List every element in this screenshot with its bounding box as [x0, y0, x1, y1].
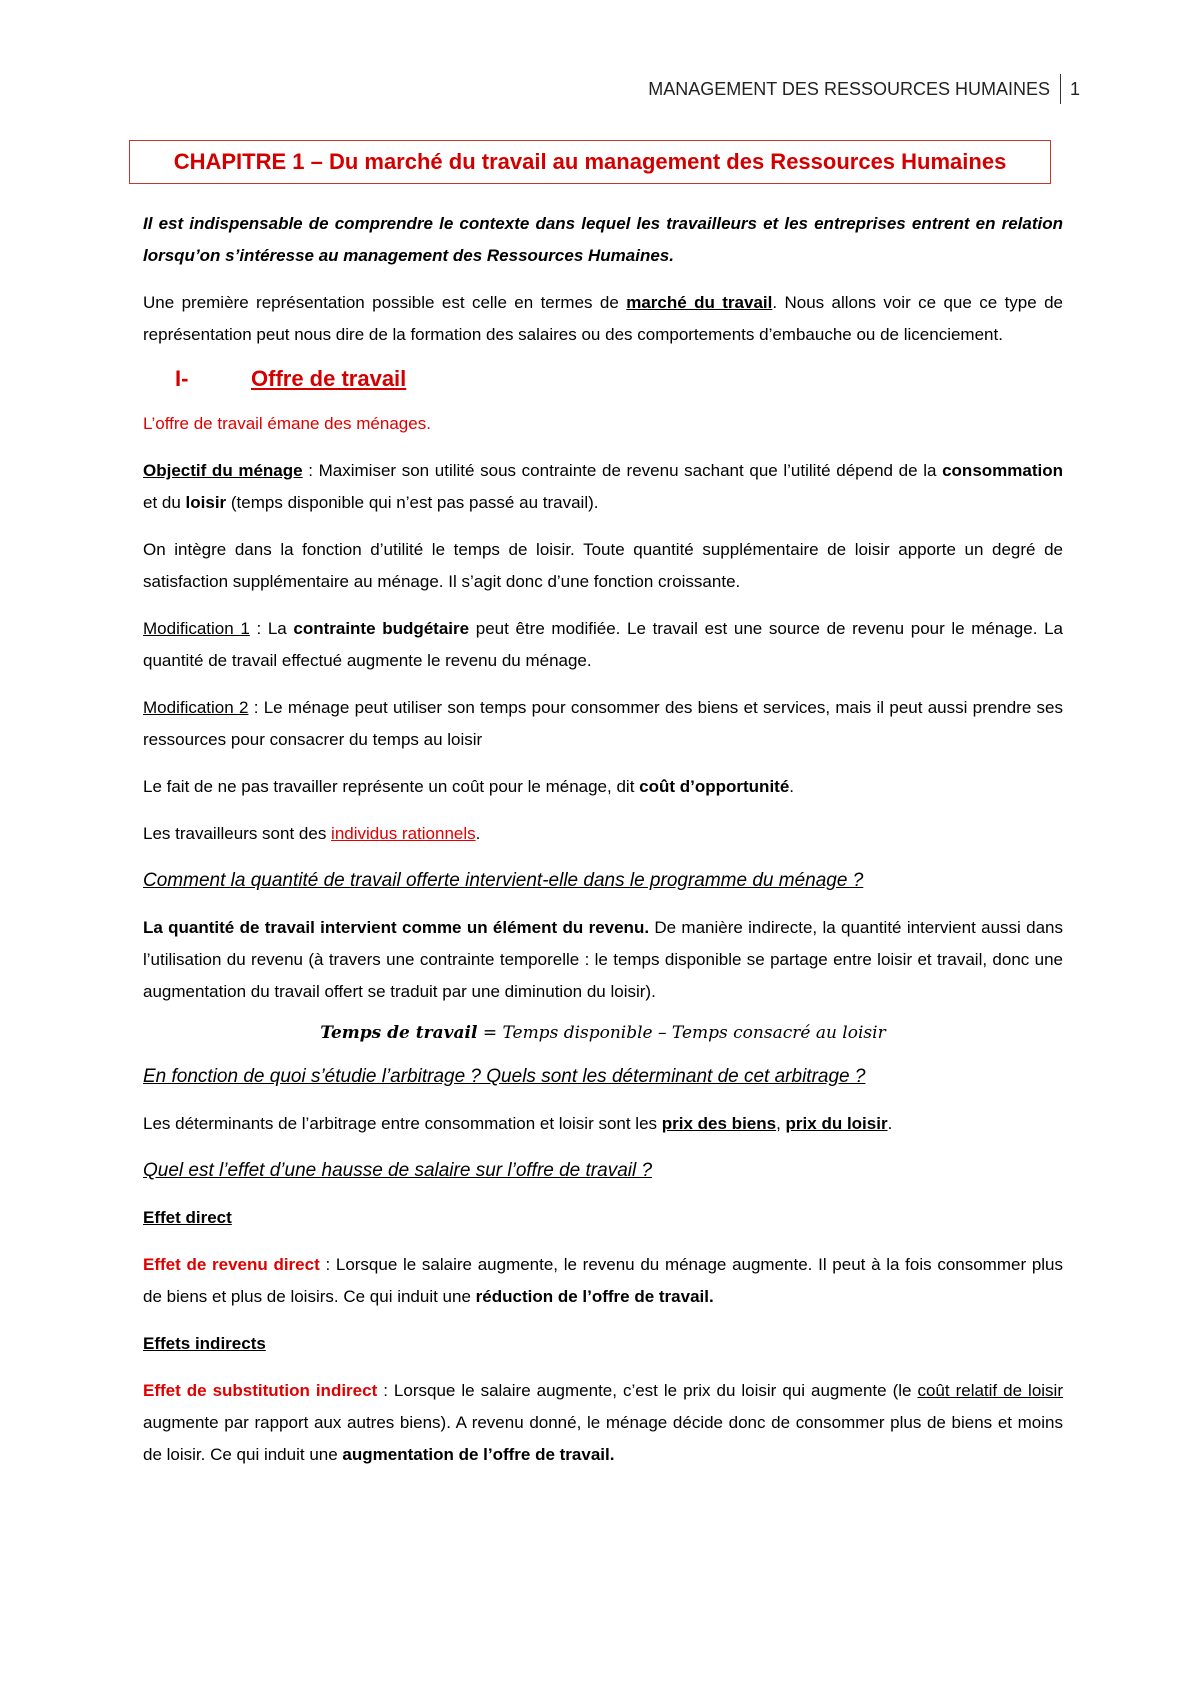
paragraph-cout	[143, 771, 1063, 803]
question-1: Comment la quantité de travail offerte intervient-elle dans le programme du ménage ?	[143, 870, 864, 891]
text: : Lorsque le salaire augmente, le revenu du ménage augmente. Il peut à la fois consommer plus de biens et plus de loisirs. Ce qui induit une	[143, 1255, 1063, 1306]
question-2: En fonction de quoi s’étudie l’arbitrage ? Quels sont les déterminant de cet arbitrage ?	[143, 1066, 866, 1087]
label-effet-substitution: Effet de substitution indirect	[143, 1381, 378, 1400]
label-effet-revenu: Effet de revenu direct	[143, 1255, 320, 1274]
section-title: Offre de travail	[251, 366, 407, 391]
label-modification-1: Modification 1	[143, 619, 250, 638]
header-separator	[1060, 74, 1061, 104]
section-number: I-	[175, 366, 189, 391]
text: .	[887, 1114, 893, 1133]
paragraph-marche	[143, 287, 1063, 351]
page-number: 1	[1069, 78, 1080, 99]
term: loisir	[185, 493, 227, 512]
intro-paragraph: Il est indispensable de comprendre le contexte dans lequel les travailleurs et les entreprises entrent en relation lorsqu’on s’intéresse au management des Ressources Humaines.	[143, 214, 1063, 265]
paragraph-modification-1	[143, 613, 1063, 677]
term: contrainte budgétaire	[293, 619, 470, 638]
term-individus-rationnels: individus rationnels	[331, 824, 476, 843]
text: (temps disponible qui n’est pas passé au travail).	[226, 493, 599, 512]
formula-lhs: Temps de travail	[320, 1023, 478, 1043]
text: : Le ménage peut utiliser son temps pour consommer des biens et services, mais il peut aussi prendre ses ressources pour consacrer du temps au loisir	[143, 698, 1064, 749]
term: coût relatif de loisir	[917, 1381, 1063, 1400]
paragraph-determinants	[143, 1108, 1063, 1140]
header-title: MANAGEMENT DES RESSOURCES HUMAINES	[648, 78, 1050, 99]
term: coût d’opportunité	[639, 777, 790, 796]
text: peut être modifiée. Le travail est une source de revenu pour le ménage. La quantité de travail effectué augmente le revenu du ménage.	[143, 619, 1063, 670]
text: : Lorsque le salaire augmente, c’est le prix du loisir qui augmente (le	[377, 1381, 918, 1400]
paragraph-quantite	[143, 912, 1063, 1008]
paragraph-utilite: On intègre dans la fonction d’utilité le temps de loisir. Toute quantité supplémentaire de loisir apporte un degré de satisfaction supplémentaire au ménage. Il s’agit donc d’une fonction croissante.	[143, 540, 1063, 591]
term: prix du loisir	[785, 1114, 888, 1133]
paragraph-objectif	[143, 455, 1063, 519]
text: : Maximiser son utilité sous contrainte de revenu sachant que l’utilité dépend de la	[302, 461, 943, 480]
offre-intro: L’offre de travail émane des ménages.	[143, 414, 431, 433]
text: Les travailleurs sont des	[143, 824, 332, 843]
formula	[143, 1023, 1063, 1043]
text: .	[789, 777, 795, 796]
page-content	[143, 140, 1063, 1486]
text: .	[475, 824, 481, 843]
text: Les déterminants de l’arbitrage entre consommation et loisir sont les	[143, 1114, 662, 1133]
text: . Nous allons voir ce que ce type de représentation peut nous dire de la formation des salaires ou des comportements d’embauche ou de licenciement.	[143, 293, 1064, 344]
chapter-title: CHAPITRE 1 – Du marché du travail au management des Ressources Humaines	[129, 140, 1051, 184]
text: ,	[776, 1114, 786, 1133]
term-marche-du-travail: marché du travail	[626, 293, 773, 312]
paragraph-effet-revenu	[143, 1249, 1063, 1313]
term: consommation	[942, 461, 1063, 480]
text: La quantité de travail intervient comme un élément du revenu.	[143, 918, 650, 937]
paragraph-rationnels	[143, 818, 1063, 850]
text: et du	[143, 493, 186, 512]
term: augmentation de l’offre de travail.	[342, 1445, 615, 1464]
subheading-effet-direct: Effet direct	[143, 1208, 232, 1227]
formula-rhs: Temps disponible – Temps consacré au loisir	[502, 1023, 886, 1043]
subheading-effets-indirects: Effets indirects	[143, 1334, 266, 1353]
text: augmente par rapport aux autres biens). A revenu donné, le ménage décide donc de consommer plus de biens et moins de loisir. Ce qui induit une	[143, 1413, 1063, 1464]
text: De manière indirecte, la quantité intervient aussi dans l’utilisation du revenu (à travers une contrainte temporelle : le temps disponible se partage entre loisir et travail, donc une augmentation du travail offert se traduit par une diminution du loisir).	[143, 918, 1063, 1001]
question-3: Quel est l’effet d’une hausse de salaire sur l’offre de travail ?	[143, 1160, 653, 1181]
text: : La	[249, 619, 294, 638]
paragraph-modification-2	[143, 692, 1063, 756]
text: Une première représentation possible est celle en termes de	[143, 293, 627, 312]
text: Le fait de ne pas travailler représente un coût pour le ménage, dit	[143, 777, 640, 796]
term: réduction de l’offre de travail.	[475, 1287, 714, 1306]
paragraph-effet-substitution	[143, 1375, 1063, 1471]
section-heading	[175, 366, 1063, 392]
formula-equals: =	[477, 1023, 503, 1043]
label-objectif: Objectif du ménage	[143, 461, 303, 480]
term: prix des biens	[661, 1114, 777, 1133]
page-header	[648, 74, 1080, 104]
label-modification-2: Modification 2	[143, 698, 249, 717]
